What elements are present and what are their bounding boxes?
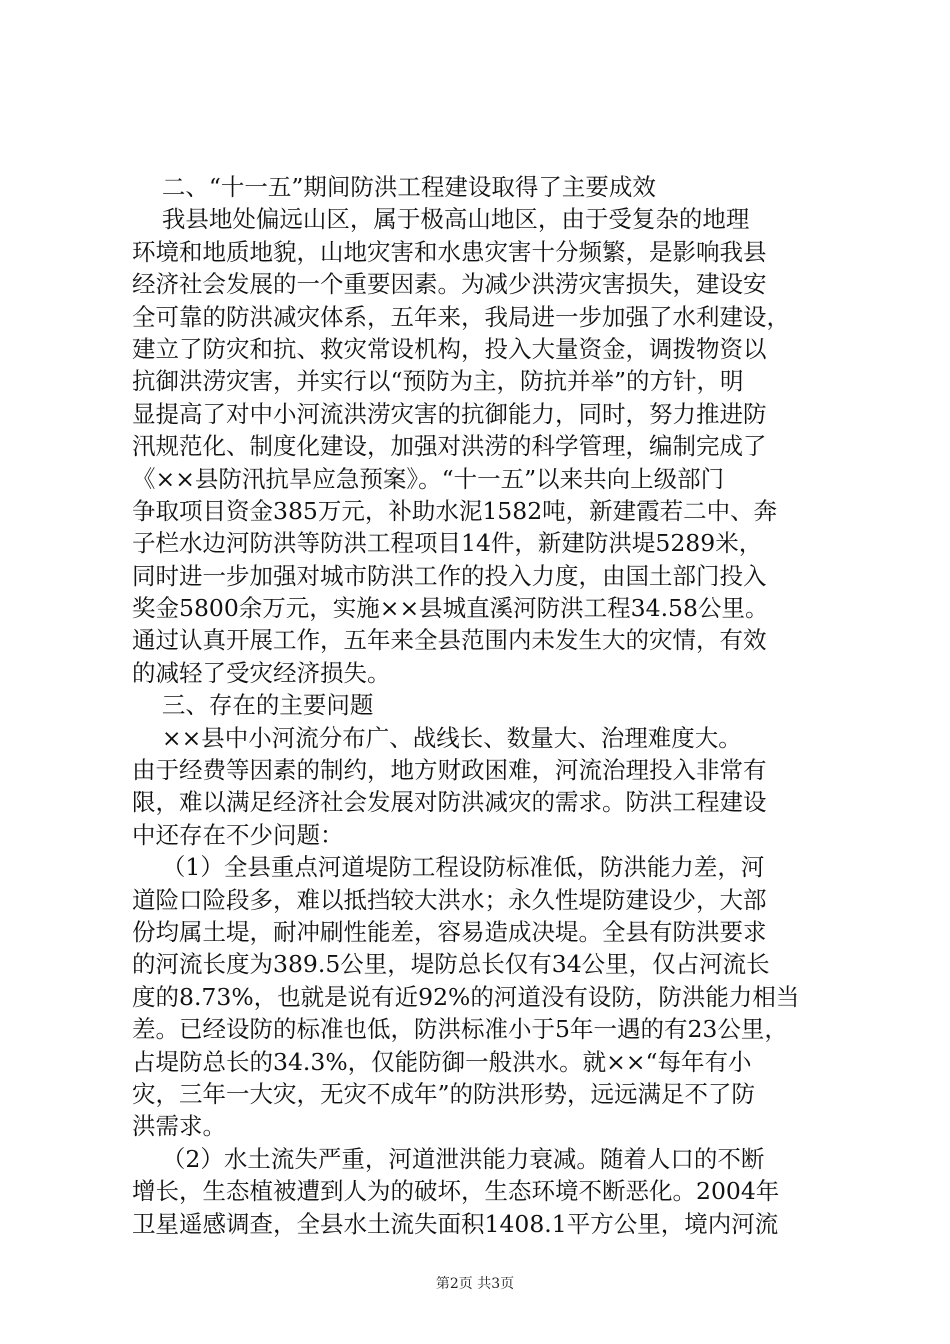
text-line: ××县中小河流分布广、战线长、数量大、治理难度大。 — [132, 723, 742, 752]
text-line: 抗御洪涝灾害，并实行以“预防为主，防抗并举”的方针，明 — [132, 367, 744, 396]
text-line: 洪需求。 — [132, 1112, 226, 1141]
text-line: 的河流长度为389.5公里，堤防总长仅有34公里，仅占河流长 — [132, 950, 770, 979]
text-line: （1）全县重点河道堤防工程设防标准低，防洪能力差，河 — [132, 853, 765, 882]
text-line: 汛规范化、制度化建设，加强对洪涝的科学管理，编制完成了 — [132, 432, 767, 461]
text-line: 占堤防总长的34.3%，仅能防御一般洪水。就××“每年有小 — [132, 1047, 752, 1076]
section-heading-2: 二、“十一五”期间防洪工程建设取得了主要成效 — [132, 173, 656, 201]
text-line: 《××县防汛抗旱应急预案》。“十一五”以来共向上级部门 — [132, 464, 725, 493]
text-line: 同时进一步加强对城市防洪工作的投入力度，由国土部门投入 — [132, 561, 767, 590]
text-line: 道险口险段多，难以抵挡较大洪水；永久性堤防建设少，大部 — [132, 885, 767, 914]
text-line: 增长，生态植被遭到人为的破坏，生态环境不断恶化。2004年 — [132, 1177, 780, 1206]
text-line: 的减轻了受灾经济损失。 — [132, 658, 391, 687]
text-line: 我县地处偏远山区，属于极高山地区，由于受复杂的地理 — [132, 205, 750, 234]
text-line: 经济社会发展的一个重要因素。为减少洪涝灾害损失，建设安 — [132, 270, 767, 299]
text-line: 由于经费等因素的制约，地方财政困难，河流治理投入非常有 — [132, 756, 767, 785]
text-line: 差。已经设防的标准也低，防洪标准小于5年一遇的有23公里， — [132, 1015, 788, 1044]
text-line: 环境和地质地貌，山地灾害和水患灾害十分频繁，是影响我县 — [132, 237, 767, 266]
text-line: 显提高了对中小河流洪涝灾害的抗御能力，同时，努力推进防 — [132, 399, 767, 428]
text-line: 子栏水边河防洪等防洪工程项目14件，新建防洪堤5289米， — [132, 529, 763, 558]
text-line: 奖金5800余万元，实施××县城直溪河防洪工程34.58公里。 — [132, 594, 769, 623]
text-line: 通过认真开展工作，五年来全县范围内未发生大的灾情，有效 — [132, 626, 767, 655]
text-line: 限，难以满足经济社会发展对防洪减灾的需求。防洪工程建设 — [132, 788, 767, 817]
document-body — [132, 171, 842, 1240]
text-line: 灾，三年一大灾，无灾不成年”的防洪形势，远远满足不了防 — [132, 1079, 756, 1108]
section-heading-3: 三、存在的主要问题 — [132, 691, 374, 720]
text-line: 建立了防灾和抗、救灾常设机构，投入大量资金，调拨物资以 — [132, 334, 767, 363]
text-line: 全可靠的防洪减灾体系，五年来，我局进一步加强了水利建设， — [132, 302, 790, 331]
page-footer: 第2页 共3页 — [435, 1276, 515, 1292]
text-line: 度的8.73%，也就是说有近92%的河道没有设防，防洪能力相当 — [132, 982, 800, 1011]
text-line: 争取项目资金385万元，补助水泥1582吨，新建霞若二中、奔 — [132, 496, 778, 525]
text-line: 份均属土堤，耐冲刷性能差，容易造成决堤。全县有防洪要求 — [132, 917, 767, 946]
text-line: （2）水土流失严重，河道泄洪能力衰减。随着人口的不断 — [132, 1144, 765, 1173]
text-line: 中还存在不少问题： — [132, 820, 344, 849]
text-line: 卫星遥感调查，全县水土流失面积1408.1平方公里，境内河流 — [132, 1209, 779, 1238]
